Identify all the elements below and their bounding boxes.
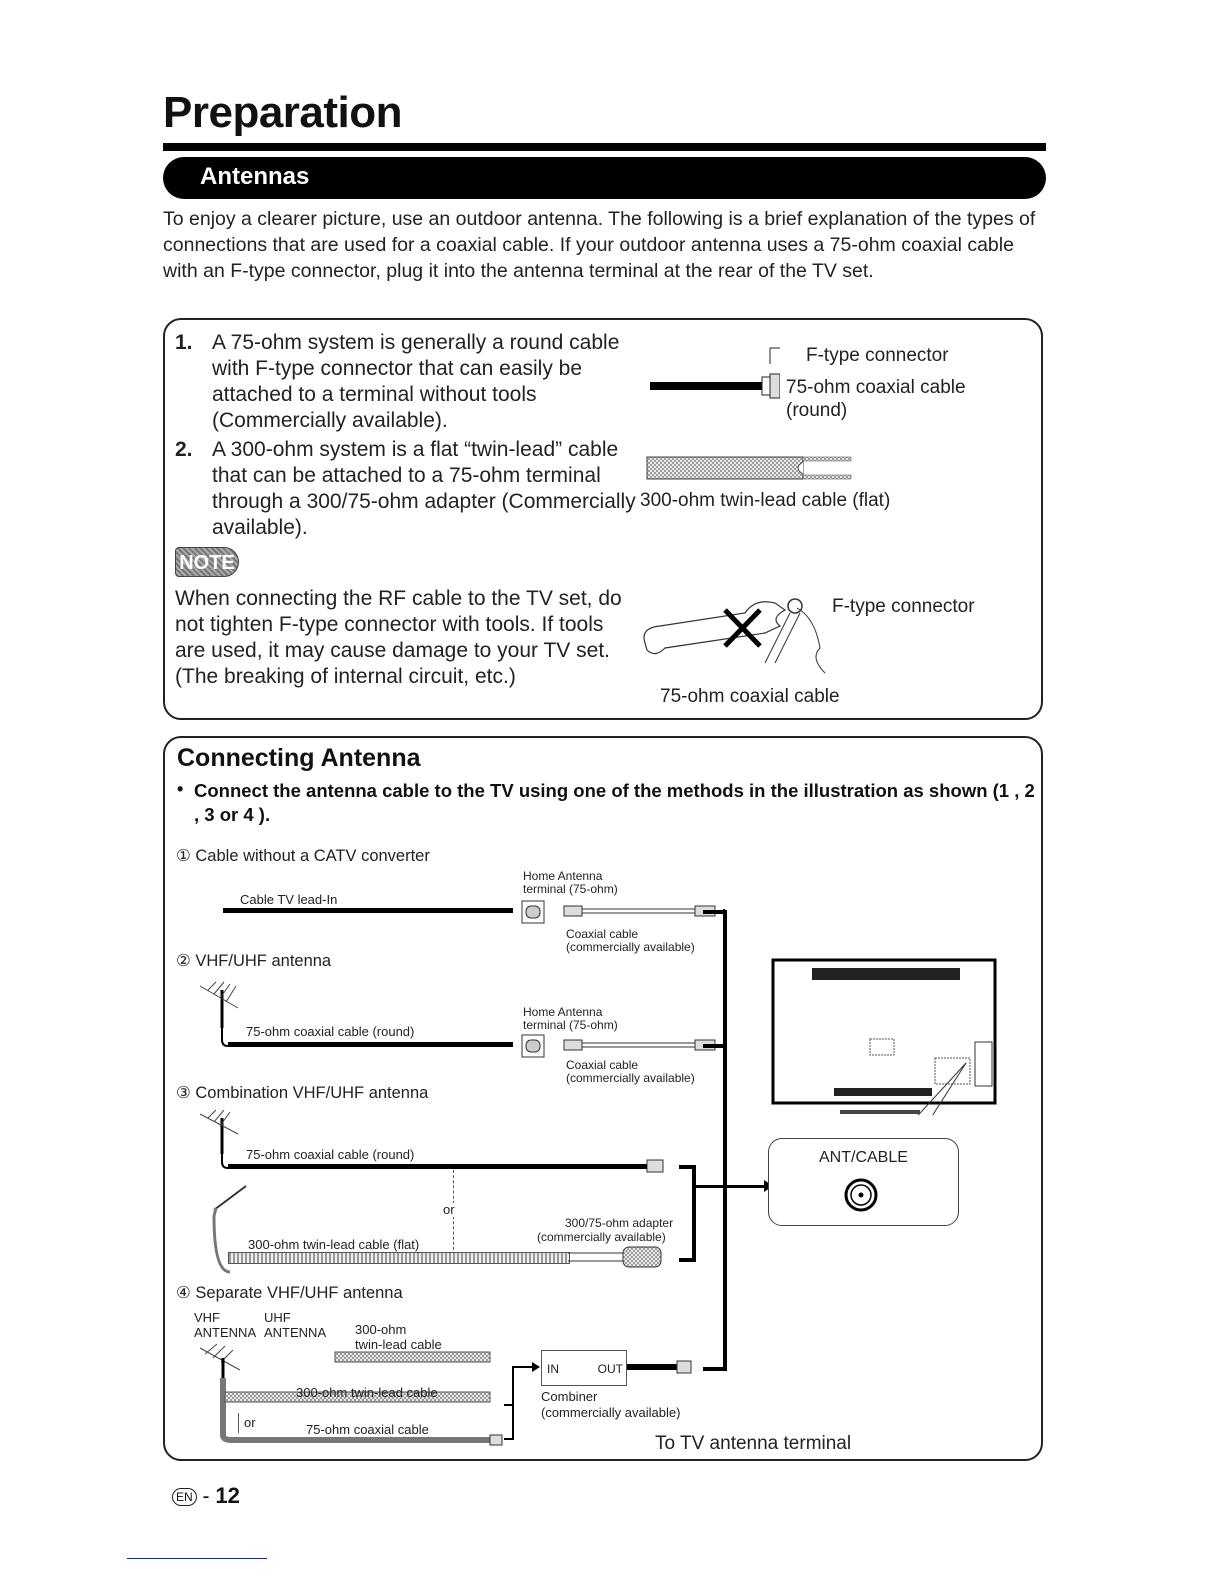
circled-number-2: ② — [176, 952, 191, 970]
page-title: Preparation — [163, 88, 403, 137]
uhf-cable-label-2: twin-lead cable — [355, 1337, 442, 1352]
f-connector-icon — [676, 1359, 696, 1375]
home-terminal-label: Home Antenna — [523, 869, 603, 883]
or-divider — [238, 1413, 239, 1433]
wrench-icon — [644, 602, 785, 654]
combiner-label: Combiner — [541, 1389, 598, 1404]
coax-jumper-1 — [520, 897, 725, 927]
cable-type-item — [175, 330, 635, 440]
m3-round-label: 75-ohm coaxial cable (round) — [246, 1147, 415, 1162]
hand-icon — [797, 608, 825, 673]
ant-cable-jack-icon[interactable] — [843, 1177, 879, 1213]
footer-separator: - — [202, 1485, 210, 1508]
combination-antenna-icon — [198, 1110, 248, 1170]
f-connector-icon — [788, 599, 802, 613]
adapter-label-2: (commercially available) — [537, 1230, 666, 1244]
wrench-cable-label: 75-ohm coaxial cable — [660, 686, 840, 707]
page-number: 12 — [215, 1483, 240, 1508]
trunk-line — [723, 910, 727, 1371]
vhf-antenna-icon — [200, 1344, 240, 1370]
uhf-label: UHF — [264, 1310, 291, 1325]
uhf-twin-lead — [335, 1352, 490, 1362]
home-terminal-label-2: terminal (75-ohm) — [523, 1018, 618, 1032]
language-badge: EN — [172, 1488, 197, 1506]
m3-flat-cable — [228, 1252, 570, 1264]
connecting-heading: Connecting Antenna — [177, 744, 421, 772]
lead-stub — [703, 1367, 725, 1371]
cable-tv-lead-label: Cable TV lead-In — [240, 892, 338, 907]
bracket-line — [692, 1165, 696, 1262]
arrow-line — [512, 1366, 534, 1368]
title-rule — [163, 143, 1046, 151]
m2-cable-label: 75-ohm coaxial cable (round) — [246, 1024, 415, 1039]
m3-flat-label: 300-ohm twin-lead cable (flat) — [248, 1237, 420, 1252]
vent-icon — [812, 968, 960, 980]
tv-rear-panel — [773, 960, 995, 1103]
coax-label-2: (commercially available) — [566, 940, 695, 954]
item-number: 1. — [175, 331, 193, 354]
ant-cable-label: ANT/CABLE — [819, 1149, 908, 1166]
twin-lead-label: 300-ohm twin-lead cable (flat) — [640, 490, 891, 511]
bracket-line — [504, 1404, 514, 1406]
connector-icon — [564, 906, 582, 916]
m3-or-label: or — [443, 1202, 455, 1217]
adapter-label: 300/75-ohm adapter — [565, 1216, 674, 1230]
arrow-right-icon — [532, 1362, 540, 1372]
to-tv-label: To TV antenna terminal — [655, 1433, 852, 1454]
f-connector-icon — [490, 1435, 502, 1445]
circled-number-3: ③ — [176, 1084, 191, 1102]
item-number: 2. — [175, 438, 193, 461]
link-underline — [127, 1558, 267, 1559]
vhf-uhf-antenna-icon — [198, 980, 248, 1050]
vent-icon — [834, 1088, 932, 1096]
uhf-label-2: ANTENNA — [264, 1325, 327, 1340]
method-1-title: ① Cable without a CATV converter — [176, 847, 430, 865]
vhf-label-2: ANTENNA — [194, 1325, 257, 1340]
section-banner — [163, 157, 1046, 199]
wrench-figure — [635, 588, 835, 688]
circled-number-4: ④ — [176, 1284, 191, 1302]
coax-label: Coaxial cable — [566, 927, 639, 941]
connecting-instruction: Connect the antenna cable to the TV using one of the methods in the illustration as shown (1 , 2 , 3 or 4 ). — [194, 780, 1035, 825]
ant-cable-callout — [768, 1138, 959, 1226]
combiner-out-cable — [627, 1364, 677, 1370]
vhf-label: VHF — [194, 1310, 220, 1325]
method-4-title: ④ Separate VHF/UHF antenna — [176, 1284, 403, 1302]
lead-stub — [703, 910, 725, 914]
m4-or-label: or — [244, 1415, 256, 1430]
connector-icon — [564, 1040, 582, 1050]
cable-type-item — [175, 437, 635, 547]
method-3-title: ③ Combination VHF/UHF antenna — [176, 1084, 429, 1102]
f-connector-icon — [762, 377, 770, 395]
bracket-line — [504, 1438, 514, 1440]
twin-lead-figure — [645, 455, 855, 485]
bracket-line — [512, 1366, 514, 1440]
circled-number-1: ① — [176, 847, 191, 865]
combiner-label-2: (commercially available) — [541, 1405, 681, 1420]
uhf-cable-label: 300-ohm — [355, 1322, 407, 1337]
coax-cable-body — [650, 382, 762, 390]
home-terminal-label: Home Antenna — [523, 1005, 603, 1019]
wrench-connector-label: F-type connector — [832, 596, 975, 617]
bullet-dot: • — [177, 779, 184, 799]
adapter-icon — [568, 1245, 663, 1270]
combiner-out-label: OUT — [597, 1362, 623, 1376]
coax-label: Coaxial cable — [566, 1058, 639, 1072]
item-text: A 300-ohm system is a flat “twin-lead” cable that can be attached to a 75-ohm terminal through a 300/75-ohm adapter (Commercially available). — [212, 438, 636, 539]
uhf-antenna-icon — [210, 1180, 250, 1280]
m2-cable-line — [228, 1042, 513, 1047]
vhf-cable-label: 300-ohm twin-lead cable — [296, 1385, 438, 1400]
trunk-to-tv-line — [695, 1185, 765, 1188]
item-text: A 75-ohm system is generally a round cable with F-type connector that can easily be attached to a terminal without tools (Commercially available). — [212, 331, 620, 432]
lead-stub — [703, 1044, 725, 1048]
section-banner-label: Antennas — [200, 163, 310, 190]
coax-label-2: (commercially available) — [566, 1071, 695, 1085]
m3-round-line — [228, 1164, 648, 1169]
home-terminal-label-2: terminal (75-ohm) — [523, 882, 618, 896]
note-badge: NOTE — [175, 547, 239, 577]
cable-tv-lead-line — [223, 908, 513, 913]
vhf-coax-label: 75-ohm coaxial cable — [306, 1422, 429, 1437]
coax-cable-label: 75-ohm coaxial cable — [786, 377, 966, 398]
f-connector-icon — [646, 1158, 668, 1174]
intro-paragraph: To enjoy a clearer picture, use an outdoor antenna. The following is a brief explanation of the types of connections that are used for a coaxial cable. If your outdoor antenna uses a 75-ohm coaxial cable with an F-type connector, plug it into the antenna terminal at the rear of the TV set. — [163, 208, 1036, 282]
combiner-box — [541, 1350, 627, 1386]
coax-jumper-2 — [520, 1031, 725, 1061]
coax-cable-figure — [640, 340, 780, 400]
note-text: When connecting the RF cable to the TV set, do not tighten F-type connector with tools. If tools are used, it may cause damage to your TV set. (The breaking of internal circuit, etc.) — [175, 587, 622, 688]
page-footer — [172, 1483, 240, 1509]
method-2-title: ② VHF/UHF antenna — [176, 952, 332, 970]
coax-cable-label-2: (round) — [786, 400, 848, 421]
combiner-in-label: IN — [547, 1362, 559, 1376]
tv-rear-figure — [770, 955, 1000, 1115]
coax-connector-label: F-type connector — [806, 345, 949, 366]
